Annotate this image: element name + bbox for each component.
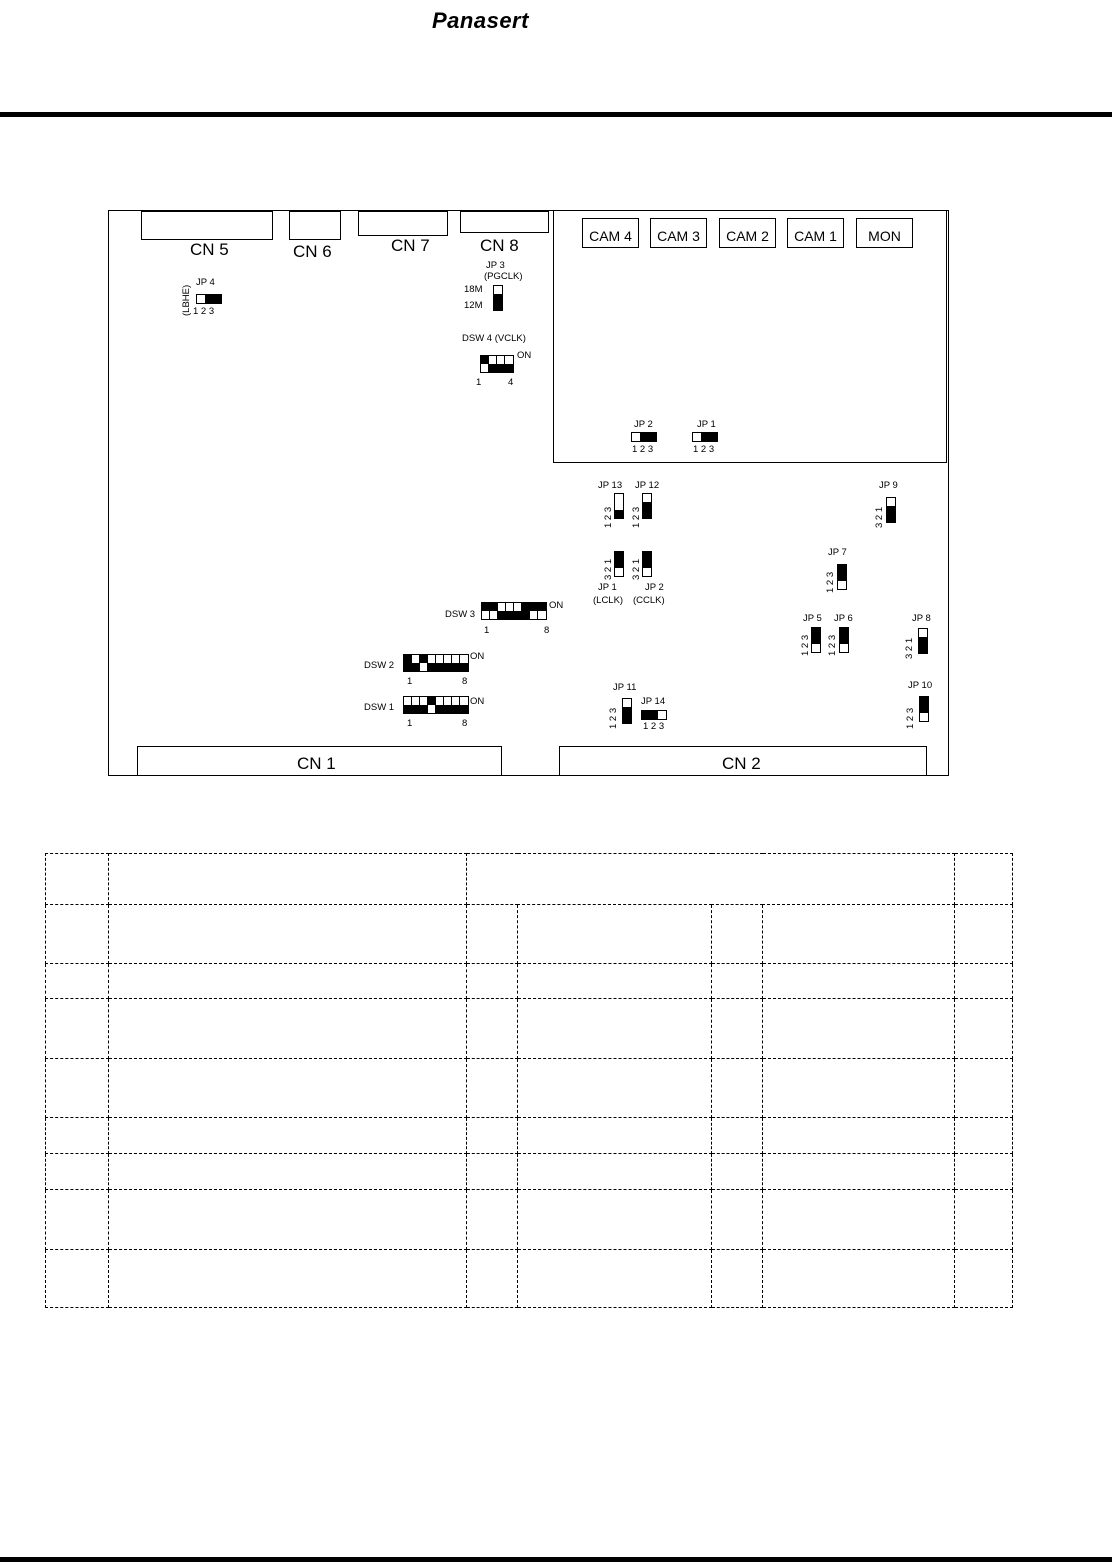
jp8-jumper (918, 628, 928, 654)
dsw1-switch (403, 696, 469, 714)
jp8-label: JP 8 (912, 613, 931, 624)
jp12-label: JP 12 (635, 480, 660, 491)
dsw1-label: DSW 1 (364, 702, 395, 713)
table-cell (109, 854, 467, 905)
table-cell (109, 1190, 467, 1250)
jp13-jumper (614, 493, 624, 519)
jp2-cclk-label: JP 2 (645, 582, 664, 593)
dsw3-on: ON (549, 600, 564, 611)
brand-logo: Panasert (432, 8, 529, 33)
header-rule (0, 112, 1112, 117)
jp5-label: JP 5 (803, 613, 822, 624)
cn1-label: CN 1 (297, 754, 336, 773)
table-cell (467, 1154, 518, 1190)
table-cell (109, 1118, 467, 1154)
jp7-label: JP 7 (828, 547, 847, 558)
table-cell (46, 1190, 109, 1250)
table-cell (955, 1059, 1013, 1118)
jp11-pins: 1 2 3 (608, 707, 619, 729)
table-cell (763, 905, 955, 964)
table-cell (955, 854, 1013, 905)
table-cell (518, 999, 712, 1059)
table-cell (46, 999, 109, 1059)
table-cell (763, 1059, 955, 1118)
jp6-pins: 1 2 3 (827, 634, 838, 656)
table-cell (712, 905, 763, 964)
jp14-label: JP 14 (641, 696, 666, 707)
table-cell (46, 1118, 109, 1154)
cn2-label: CN 2 (722, 754, 761, 773)
table-cell (109, 964, 467, 999)
jp3-jumper (493, 285, 503, 311)
dsw1-on: ON (470, 696, 485, 707)
jp2-cclk-pins: 3 2 1 (631, 558, 642, 580)
table-cell (712, 1118, 763, 1154)
table-cell (518, 964, 712, 999)
jp14-jumper (641, 710, 667, 720)
dsw4-switch (480, 355, 514, 373)
table-cell (955, 905, 1013, 964)
table-cell (46, 854, 109, 905)
jp10-label: JP 10 (908, 680, 933, 691)
jp11-jumper (622, 698, 632, 724)
table-cell (518, 905, 712, 964)
jp13-label: JP 13 (598, 480, 623, 491)
table-cell (763, 1190, 955, 1250)
table-cell (955, 1154, 1013, 1190)
table-cell (763, 1250, 955, 1308)
lbhe-label: (LBHE) (181, 284, 192, 316)
table-cell (467, 905, 518, 964)
cn8-label: CN 8 (480, 236, 519, 255)
jp9-label: JP 9 (879, 480, 898, 491)
dsw3-pin1: 1 (484, 625, 490, 636)
jp12-jumper (642, 493, 652, 519)
table-cell (46, 1154, 109, 1190)
dsw2-pin8: 8 (462, 676, 468, 687)
mon-port: MON (856, 218, 913, 248)
dsw3-pin8: 8 (544, 625, 550, 636)
pgclk-label: (PGCLK) (484, 271, 523, 282)
freq-12m: 12M (464, 300, 483, 311)
table-cell (712, 999, 763, 1059)
dsw2-pin1: 1 (407, 676, 413, 687)
freq-18m: 18M (464, 284, 483, 295)
cam3-port: CAM 3 (650, 218, 707, 248)
dsw1-pin8: 8 (462, 718, 468, 729)
jp2-cclk-jumper (642, 551, 652, 577)
jp7-pins: 1 2 3 (825, 571, 836, 593)
jp11-label: JP 11 (613, 682, 637, 693)
table-cell (109, 1250, 467, 1308)
jp12-pins: 1 2 3 (631, 506, 642, 528)
table-cell (518, 1118, 712, 1154)
table-cell (763, 964, 955, 999)
table-cell (467, 1190, 518, 1250)
cam1-port: CAM 1 (787, 218, 844, 248)
jp2-top-jumper (631, 432, 657, 442)
table-cell (955, 999, 1013, 1059)
jp7-jumper (837, 564, 847, 590)
cn6-label: CN 6 (293, 242, 332, 261)
table-cell (518, 1154, 712, 1190)
table-cell (955, 1118, 1013, 1154)
table-cell (467, 1059, 518, 1118)
table-cell (46, 1250, 109, 1308)
table-cell (712, 1059, 763, 1118)
jp1-lclk-label: JP 1 (598, 582, 617, 593)
jp10-pins: 1 2 3 (905, 707, 916, 729)
cam2-port: CAM 2 (719, 218, 776, 248)
table-cell (467, 1118, 518, 1154)
jp1-lclk-pins: 3 2 1 (603, 558, 614, 580)
cn7-box (358, 211, 448, 236)
jp4-label: JP 4 (196, 277, 215, 288)
table-cell (46, 964, 109, 999)
dsw4-pin4: 4 (508, 377, 514, 388)
dsw3-switch (481, 602, 547, 620)
cam4-port: CAM 4 (582, 218, 639, 248)
dsw4-pin1: 1 (476, 377, 482, 388)
table-cell (518, 1190, 712, 1250)
table-cell (467, 999, 518, 1059)
jp4-jumper (196, 294, 222, 304)
cn6-box (289, 211, 341, 240)
table-cell (518, 1059, 712, 1118)
jp5-pins: 1 2 3 (800, 634, 811, 656)
dsw4-label: DSW 4 (VCLK) (462, 333, 526, 344)
jp9-jumper (886, 497, 896, 523)
table-cell (467, 854, 955, 905)
dsw4-on: ON (517, 350, 532, 361)
table-cell (46, 905, 109, 964)
jp4-pins: 1 2 3 (193, 306, 215, 317)
table-cell (763, 999, 955, 1059)
jp13-pins: 1 2 3 (603, 506, 614, 528)
dsw2-switch (403, 654, 469, 672)
dsw2-on: ON (470, 651, 485, 662)
cn5-box (141, 211, 273, 240)
table-cell (763, 1118, 955, 1154)
settings-table (45, 853, 1013, 1308)
footer-rule (0, 1557, 1112, 1562)
dsw3-label: DSW 3 (445, 609, 476, 620)
jp1-top-label: JP 1 (697, 419, 716, 430)
jp8-pins: 3 2 1 (904, 637, 915, 659)
table-cell (109, 999, 467, 1059)
table-cell (467, 1250, 518, 1308)
jp1-top-jumper (692, 432, 718, 442)
jp2-top-label: JP 2 (634, 419, 653, 430)
table-cell (955, 1190, 1013, 1250)
table-cell (518, 1250, 712, 1308)
table-cell (46, 1059, 109, 1118)
jp9-pins: 3 2 1 (874, 506, 885, 528)
jp3-label: JP 3 (486, 260, 505, 271)
jp1-top-pins: 1 2 3 (693, 444, 715, 455)
cn7-label: CN 7 (391, 236, 430, 255)
table-cell (763, 1154, 955, 1190)
jp6-label: JP 6 (834, 613, 853, 624)
table-cell (955, 964, 1013, 999)
lclk-label: (LCLK) (593, 595, 624, 606)
jp14-pins: 1 2 3 (643, 721, 665, 732)
table-cell (712, 1190, 763, 1250)
jp1-lclk-jumper (614, 551, 624, 577)
table-cell (109, 905, 467, 964)
table-cell (109, 1059, 467, 1118)
dsw1-pin1: 1 (407, 718, 413, 729)
jp2-top-pins: 1 2 3 (632, 444, 654, 455)
table-cell (467, 964, 518, 999)
jp5-jumper (811, 627, 821, 653)
table-cell (955, 1250, 1013, 1308)
jp6-jumper (839, 627, 849, 653)
dsw2-label: DSW 2 (364, 660, 395, 671)
table-cell (712, 964, 763, 999)
jp10-jumper (919, 696, 929, 722)
table-cell (109, 1154, 467, 1190)
cn5-label: CN 5 (190, 240, 229, 259)
cclk-label: (CCLK) (633, 595, 665, 606)
table-cell (712, 1154, 763, 1190)
cn8-box (460, 211, 549, 233)
table-cell (712, 1250, 763, 1308)
